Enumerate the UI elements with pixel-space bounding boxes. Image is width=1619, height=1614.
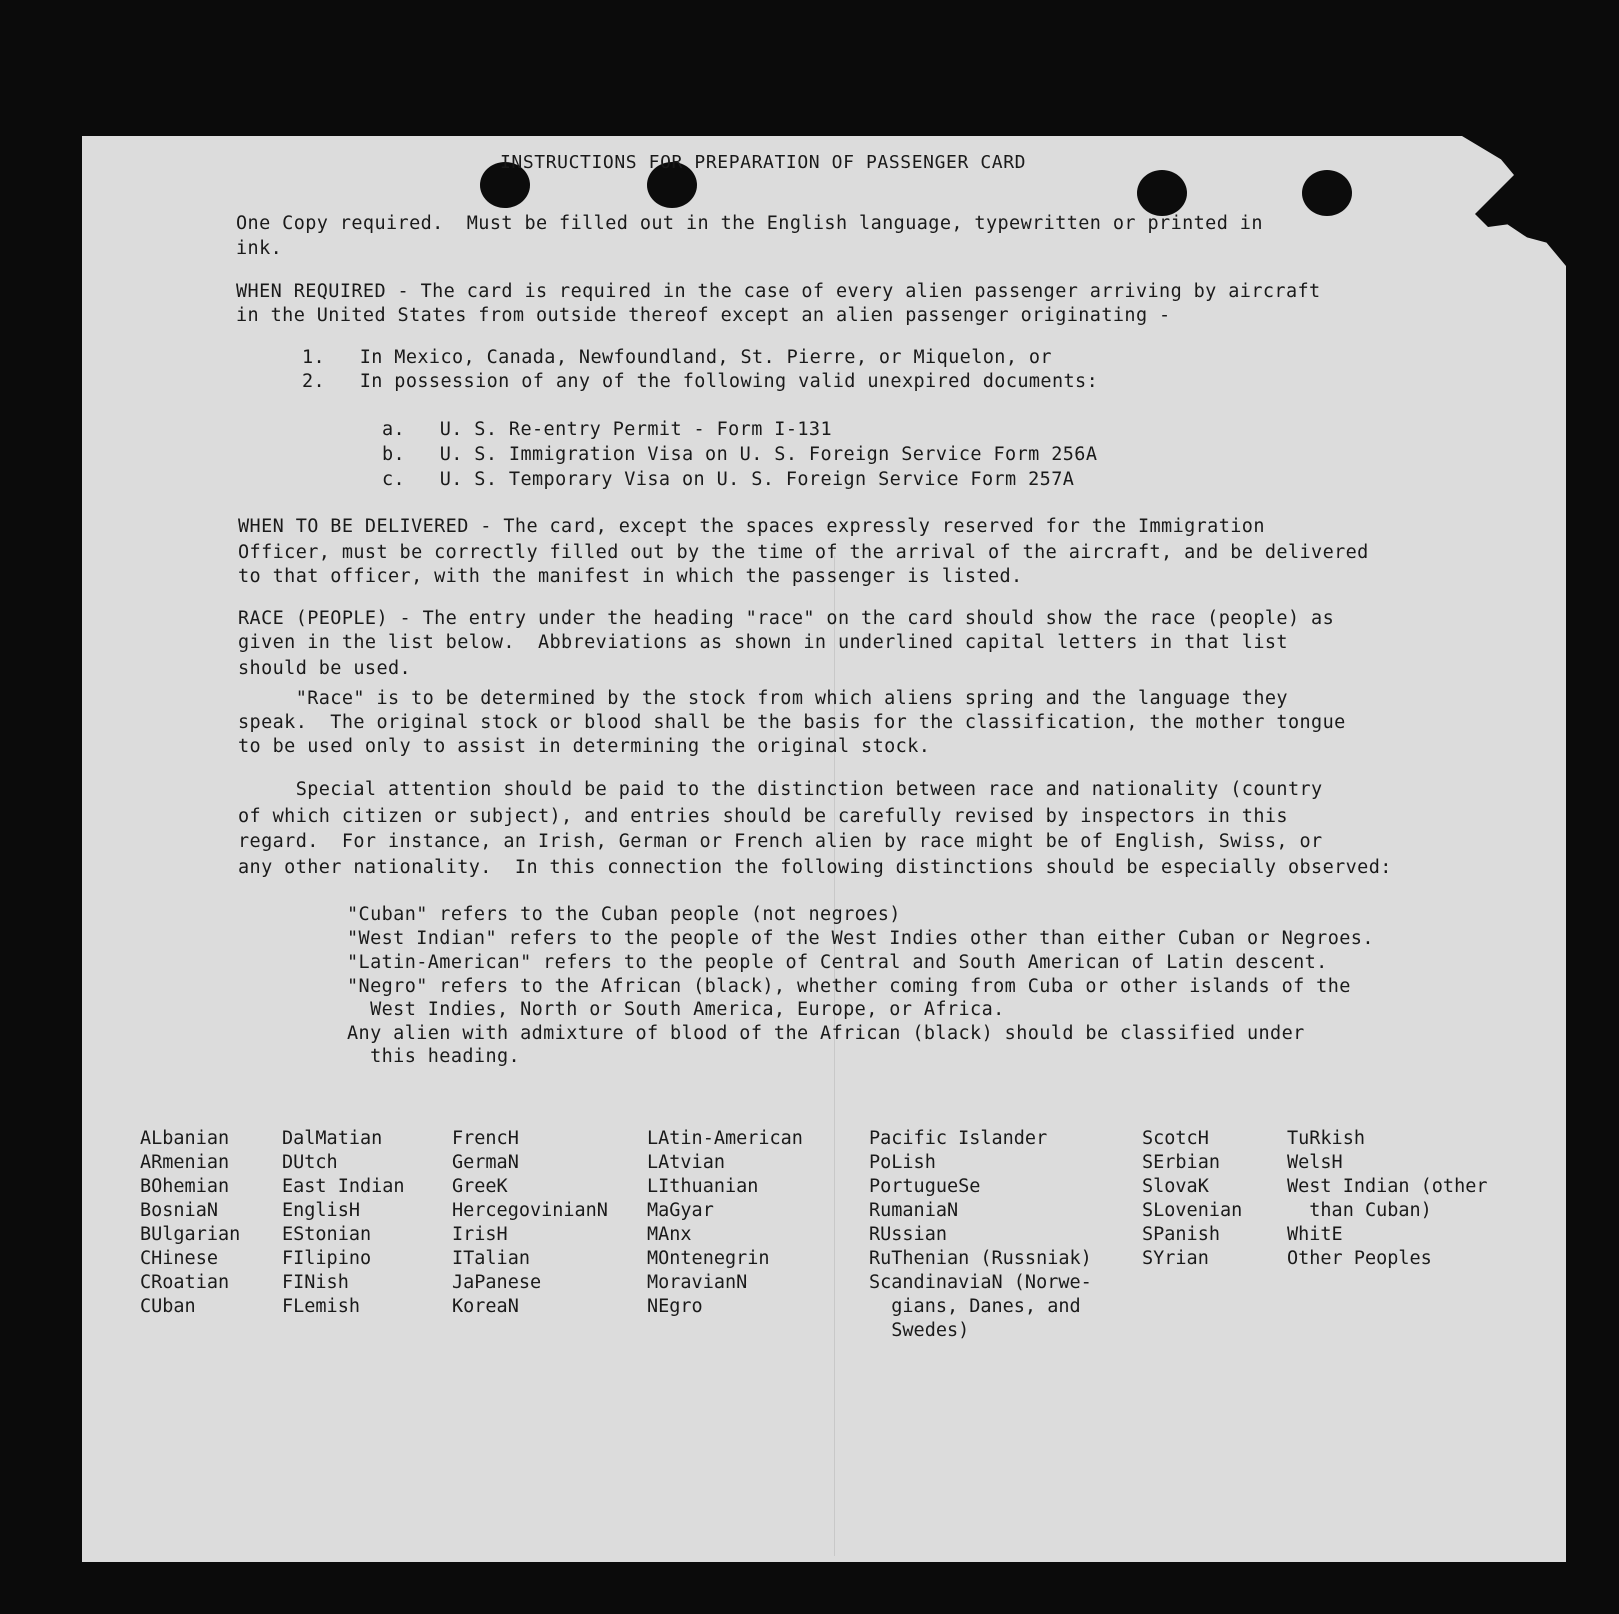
race-entry: WelsH: [1287, 1152, 1343, 1173]
race-entry: ARmenian: [140, 1152, 230, 1173]
race-entry: GreeK: [452, 1176, 508, 1197]
punch-hole: [1302, 170, 1352, 216]
race-entry: MOntenegrin: [647, 1248, 770, 1269]
when-required-line: in the United States from outside thereof except an alien passenger originating -: [236, 305, 1171, 326]
race-entry: RUssian: [869, 1224, 947, 1245]
document-item: a. U. S. Re-entry Permit - Form I-131: [382, 419, 832, 440]
document-title: INSTRUCTIONS FOR PREPARATION OF PASSENGER CARD: [500, 152, 1027, 173]
race-entry: PoLish: [869, 1152, 936, 1173]
race-entry: ALbanian: [140, 1128, 230, 1149]
race-entry: CRoatian: [140, 1272, 230, 1293]
race-entry: PortugueSe: [869, 1176, 981, 1197]
distinction-line: "Latin-American" refers to the people of Central and South American of Latin descent.: [347, 952, 1328, 973]
race-paragraph-line: should be used.: [238, 658, 412, 679]
race-column: [1287, 1127, 1487, 1271]
race-column: [1142, 1127, 1242, 1271]
race-entry: East Indian: [282, 1176, 405, 1197]
race-entry: FrencH: [452, 1128, 519, 1149]
torn-corner: [1436, 136, 1566, 266]
race-entry: DalMatian: [282, 1128, 383, 1149]
race-entry: FIlipino: [282, 1248, 372, 1269]
race-entry: BUlgarian: [140, 1224, 241, 1245]
race-column: [647, 1127, 803, 1319]
race-entry: CUban: [140, 1296, 196, 1317]
race-entry: GermaN: [452, 1152, 519, 1173]
race-entry: FINish: [282, 1272, 349, 1293]
race-entry: LAtvian: [647, 1152, 725, 1173]
race-entry: BOhemian: [140, 1176, 230, 1197]
race-entry: West Indian (other: [1287, 1176, 1488, 1197]
race-entry: ScotcH: [1142, 1128, 1209, 1149]
race-entry: SPanish: [1142, 1224, 1220, 1245]
intro-line: ink.: [236, 238, 283, 259]
special-attention-line: regard. For instance, an Irish, German or French alien by race might be of English, Swiss, or: [238, 831, 1323, 852]
condition-item: 2. In possession of any of the following valid unexpired documents:: [302, 371, 1099, 392]
race-entry: BosniaN: [140, 1200, 218, 1221]
special-attention-line: of which citizen or subject), and entries should be carefully revised by inspectors in this: [238, 806, 1288, 827]
race-entry: WhitE: [1287, 1224, 1343, 1245]
race-paragraph-line: RACE (PEOPLE) - The entry under the heading "race" on the card should show the race (people) as: [238, 608, 1335, 629]
race-entry: NEgro: [647, 1296, 703, 1317]
race-entry: ITalian: [452, 1248, 530, 1269]
intro-line: One Copy required. Must be filled out in the English language, typewritten or printed in: [236, 213, 1263, 234]
race-entry: MoravianN: [647, 1272, 748, 1293]
race-entry: FLemish: [282, 1296, 360, 1317]
when-delivered-line: to that officer, with the manifest in which the passenger is listed.: [238, 566, 1023, 587]
distinction-line: "West Indian" refers to the people of the West Indies other than either Cuban or Negroes.: [347, 928, 1374, 949]
race-entry: LAtin-American: [647, 1128, 803, 1149]
race-definition-line: to be used only to assist in determining the original stock.: [238, 736, 931, 757]
condition-item: 1. In Mexico, Canada, Newfoundland, St. Pierre, or Miquelon, or: [302, 347, 1052, 368]
race-entry: MAnx: [647, 1224, 692, 1245]
race-definition-line: speak. The original stock or blood shall be the basis for the classification, the mother tongue: [238, 712, 1346, 733]
distinction-line: West Indies, North or South America, Europe, or Africa.: [347, 999, 1005, 1020]
race-entry: ScandinaviaN (Norwe-: [869, 1272, 1092, 1293]
race-entry: CHinese: [140, 1248, 218, 1269]
race-entry: than Cuban): [1287, 1200, 1432, 1221]
distinction-line: "Negro" refers to the African (black), whether coming from Cuba or other islands of the: [347, 976, 1351, 997]
race-entry: EStonian: [282, 1224, 372, 1245]
race-entry: JaPanese: [452, 1272, 542, 1293]
distinction-line: "Cuban" refers to the Cuban people (not negroes): [347, 904, 901, 925]
race-definition-line: "Race" is to be determined by the stock from which aliens spring and the language they: [238, 688, 1288, 709]
race-column: [452, 1127, 608, 1319]
special-attention-line: any other nationality. In this connection the following distinctions should be especially observed:: [238, 857, 1392, 878]
special-attention-line: Special attention should be paid to the distinction between race and nationality (country: [238, 779, 1323, 800]
race-entry: SYrian: [1142, 1248, 1209, 1269]
race-entry: EnglisH: [282, 1200, 360, 1221]
punch-hole: [1137, 170, 1187, 216]
race-entry: RumaniaN: [869, 1200, 959, 1221]
when-delivered-line: Officer, must be correctly filled out by the time of the arrival of the aircraft, and be delivered: [238, 542, 1369, 563]
document-item: c. U. S. Temporary Visa on U. S. Foreign Service Form 257A: [382, 469, 1075, 490]
race-entry: Swedes): [869, 1320, 970, 1341]
race-entry: HercegovinianN: [452, 1200, 608, 1221]
race-column: [869, 1127, 1092, 1343]
race-column: [282, 1127, 405, 1319]
race-entry: DUtch: [282, 1152, 338, 1173]
race-entry: SLovenian: [1142, 1200, 1243, 1221]
race-paragraph-line: given in the list below. Abbreviations as shown in underlined capital letters in that list: [238, 632, 1288, 653]
when-required-line: WHEN REQUIRED - The card is required in the case of every alien passenger arriving by aircraft: [236, 281, 1321, 302]
race-entry: IrisH: [452, 1224, 508, 1245]
race-entry: TuRkish: [1287, 1128, 1365, 1149]
race-entry: gians, Danes, and: [869, 1296, 1081, 1317]
distinction-line: this heading.: [347, 1046, 521, 1067]
document-item: b. U. S. Immigration Visa on U. S. Foreign Service Form 256A: [382, 444, 1098, 465]
race-entry: SlovaK: [1142, 1176, 1209, 1197]
race-entry: RuThenian (Russniak): [869, 1248, 1092, 1269]
race-entry: KoreaN: [452, 1296, 519, 1317]
race-entry: MaGyar: [647, 1200, 714, 1221]
race-entry: Other Peoples: [1287, 1248, 1432, 1269]
when-delivered-line: WHEN TO BE DELIVERED - The card, except the spaces expressly reserved for the Immigration: [238, 516, 1265, 537]
race-entry: Pacific Islander: [869, 1128, 1048, 1149]
distinction-line: Any alien with admixture of blood of the African (black) should be classified under: [347, 1023, 1305, 1044]
race-entry: SErbian: [1142, 1152, 1220, 1173]
race-column: [140, 1127, 240, 1319]
race-entry: LIthuanian: [647, 1176, 759, 1197]
